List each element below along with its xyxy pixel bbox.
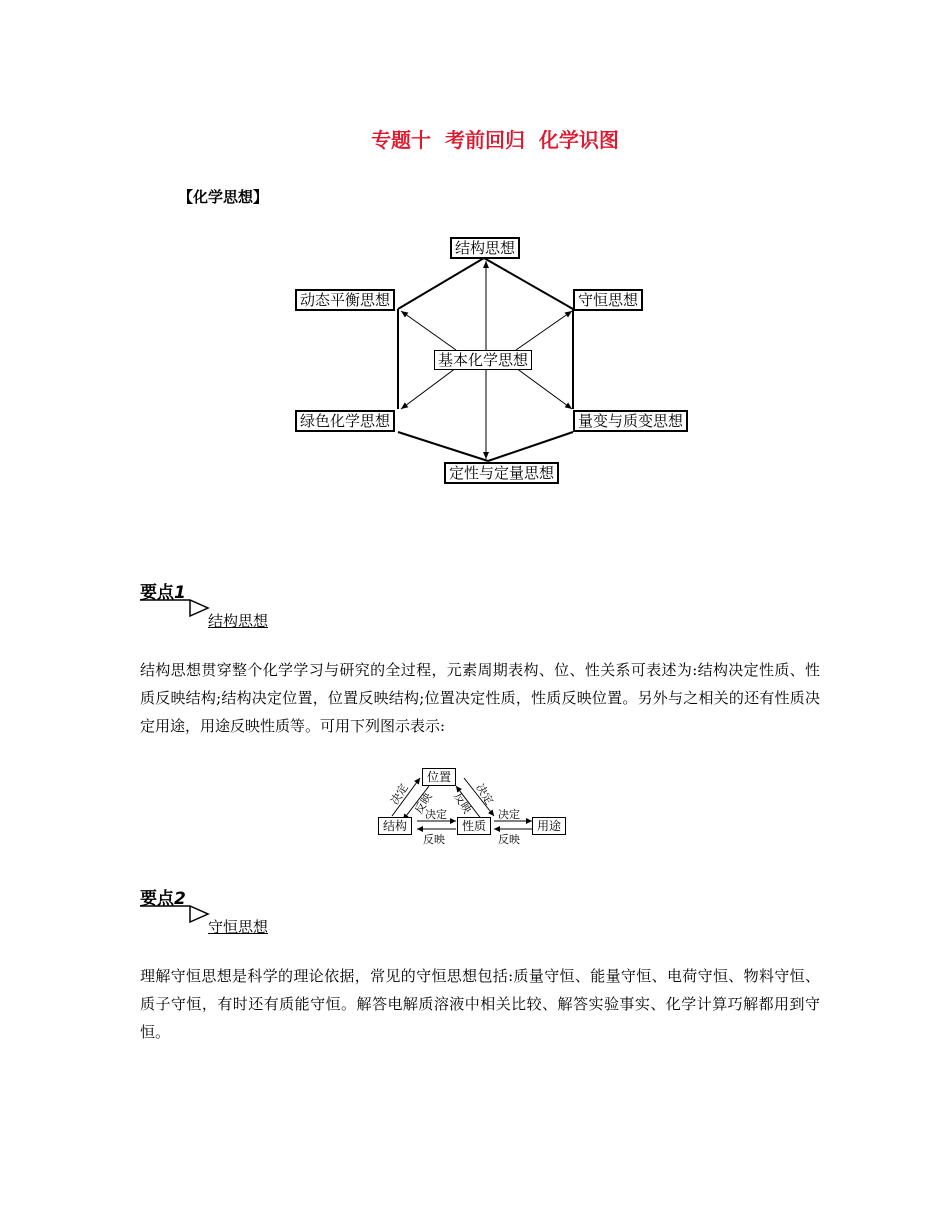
point1-paragraph: 结构思想贯穿整个化学学习与研究的全过程，元素周期表构、位、性关系可表述为:结构决定性质、性质反映结构;结构决定位置，位置反映结构;位置决定性质，性质反映位置。另外与之相关的还有性质决定用途，用途反映性质等。可用下列图示表示: [140, 661, 820, 735]
badge-number: 2 [174, 889, 186, 909]
node-basic-chemistry-thinking: 基本化学思想 [434, 350, 532, 370]
d2-use-box: 用途 [532, 817, 566, 835]
section-heading: 【化学思想】 [178, 188, 269, 206]
node-green-chemistry-thinking: 绿色化学思想 [295, 410, 395, 432]
d2-label-decide: 决定 [498, 808, 520, 821]
page-title: 专题十 考前回归 化学识图 [371, 128, 619, 152]
node-qualitative-quantitative-thinking: 定性与定量思想 [444, 462, 559, 484]
point-badge-1 [140, 578, 186, 603]
point2-paragraph: 理解守恒思想是科学的理论依据，常见的守恒思想包括:质量守恒、能量守恒、电荷守恒、物料守恒、质子守恒，有时还有质能守恒。解答电解质溶液中相关比较、解答实验事实、化学计算巧解都用到守恒。 [140, 967, 820, 1041]
node-structure-thinking: 结构思想 [450, 237, 520, 259]
d2-label-reflect: 反映 [423, 833, 445, 846]
badge-label: 要点 [140, 889, 174, 909]
d2-structure-box: 结构 [378, 817, 412, 835]
point1-heading: 结构思想 [208, 612, 269, 630]
d2-label-decide: 决定 [473, 781, 496, 808]
badge-number: 1 [174, 583, 186, 603]
node-quantity-quality-thinking: 量变与质变思想 [573, 410, 688, 432]
node-dynamic-equilibrium-thinking: 动态平衡思想 [295, 289, 395, 311]
d2-label-decide: 决定 [425, 808, 447, 821]
point2-heading: 守恒思想 [208, 918, 269, 936]
d2-label-reflect: 反映 [412, 790, 435, 817]
d2-position-box: 位置 [422, 768, 456, 786]
d2-label-decide: 决定 [388, 781, 411, 808]
node-conservation-thinking: 守恒思想 [573, 289, 643, 311]
point-badge-2 [140, 884, 186, 909]
d2-property-box: 性质 [457, 817, 491, 835]
d2-label-reflect: 反映 [498, 833, 520, 846]
d2-label-reflect: 反映 [451, 790, 474, 817]
badge-label: 要点 [140, 583, 174, 603]
